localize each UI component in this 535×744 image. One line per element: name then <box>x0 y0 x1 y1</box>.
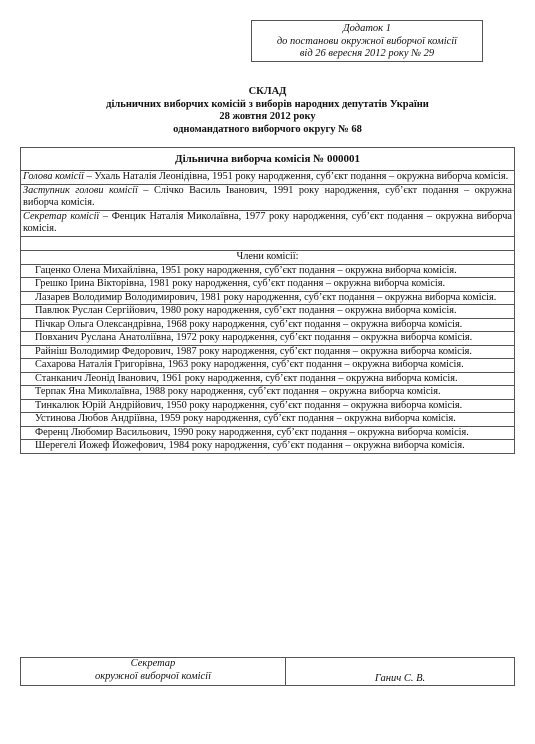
title-line-2: дільничних виборчих комісій з виборів народних депутатів України <box>106 98 429 110</box>
table-row <box>21 440 515 454</box>
role-cell <box>21 184 515 210</box>
appendix-line-1: Додаток 1 <box>343 23 391 34</box>
signatory-title-line-1: Секретар <box>130 658 176 669</box>
signatory-title-line-2: окружної виборчої комісії <box>94 670 212 682</box>
table-row <box>21 345 515 359</box>
member-entry: Станканич Леонід Іванович, 1961 року народження, суб’єкт подання – окружна виборча комісія. <box>21 372 515 386</box>
appendix-note <box>251 20 483 62</box>
member-entry: Гаценко Олена Михайлівна, 1951 року народження, суб’єкт подання – окружна виборча комісія. <box>21 264 515 278</box>
table-row <box>21 264 515 278</box>
member-entry: Грешко Ірина Вікторівна, 1981 року народження, суб’єкт подання – окружна виборча комісія. <box>21 278 515 292</box>
member-entry: Шерегелі Йожеф Йожефович, 1984 року народження, суб’єкт подання – окружна виборча комісія. <box>21 440 515 454</box>
document-title <box>20 86 515 136</box>
spacer-row <box>21 236 515 250</box>
commission-table <box>20 147 515 454</box>
table-row <box>21 386 515 400</box>
role-text: – Фенцик Наталія Миколаївна, 1977 року народження, суб’єкт подання – окружна виборча комісія. <box>23 210 512 234</box>
table-row <box>21 426 515 440</box>
role-row-secretary <box>21 210 515 236</box>
member-entry: Сахарова Наталія Григорівна, 1963 року народження, суб’єкт подання – окружна виборча комісія. <box>21 359 515 373</box>
commission-header-row <box>21 148 515 171</box>
table-row <box>21 278 515 292</box>
table-row <box>21 291 515 305</box>
member-entry: Лазарев Володимир Володимирович, 1981 року народження, суб’єкт подання – окружна виборча комісія. <box>21 291 515 305</box>
table-row <box>21 305 515 319</box>
role-text: – Ухаль Наталія Леонідівна, 1951 року народження, суб’єкт подання – окружна виборча комісія. <box>84 171 509 182</box>
table-row <box>21 359 515 373</box>
appendix-line-3: від 26 вересня 2012 року № 29 <box>299 48 435 59</box>
member-entry: Устинова Любов Андріївна, 1959 року народження, суб’єкт подання – окружна виборча комісія. <box>21 413 515 427</box>
table-row <box>21 399 515 413</box>
signature-row <box>21 658 515 686</box>
role-cell <box>21 171 515 185</box>
signatory-name: Ганич С. В. <box>286 658 515 686</box>
member-entry: Терпак Яна Миколаївна, 1988 року народження, суб’єкт подання – окружна виборча комісія. <box>21 386 515 400</box>
member-entry: Павлюк Руслан Сергійович, 1980 року народження, суб’єкт подання – окружна виборча комісія. <box>21 305 515 319</box>
title-line-4: одномандатного виборчого округу № 68 <box>173 123 362 135</box>
role-text: – Слічко Василь Іванович, 1991 року народження, суб’єкт подання – окружна виборча комісія. <box>23 184 512 208</box>
member-entry: Тинкалюк Юрій Андрійович, 1950 року народження, суб’єкт подання – окружна виборча комісія. <box>21 399 515 413</box>
role-label: Голова комісії <box>23 171 85 182</box>
role-row-deputy <box>21 184 515 210</box>
member-entry: Повханич Руслана Анатоліївна, 1972 року народження, суб’єкт подання – окружна виборча комісія. <box>21 332 515 346</box>
commission-header: Дільнична виборча комісія № 000001 <box>21 148 515 171</box>
member-entry: Ференц Любомир Васильович, 1990 року народження, суб’єкт подання – окружна виборча комісія. <box>21 426 515 440</box>
spacer-cell <box>21 236 515 250</box>
signatory-title <box>21 658 286 686</box>
role-label: Секретар комісії <box>23 210 100 222</box>
members-title-row <box>21 250 515 264</box>
members-title: Члени комісії: <box>21 250 515 264</box>
table-row <box>21 318 515 332</box>
signature-table <box>20 657 515 686</box>
table-row <box>21 372 515 386</box>
appendix-line-2: до постанови окружної виборчої комісії <box>276 35 458 47</box>
role-row-head <box>21 171 515 185</box>
role-cell <box>21 210 515 236</box>
title-line-3: 28 жовтня 2012 року <box>219 111 316 122</box>
role-label: Заступник голови комісії <box>23 184 138 196</box>
member-entry: Пічкар Ольга Олександрівна, 1968 року народження, суб’єкт подання – окружна виборча комісія. <box>21 318 515 332</box>
title-line-1: СКЛАД <box>248 86 287 97</box>
table-row <box>21 413 515 427</box>
table-row <box>21 332 515 346</box>
member-entry: Райніш Володимир Федорович, 1987 року народження, суб’єкт подання – окружна виборча комісія. <box>21 345 515 359</box>
